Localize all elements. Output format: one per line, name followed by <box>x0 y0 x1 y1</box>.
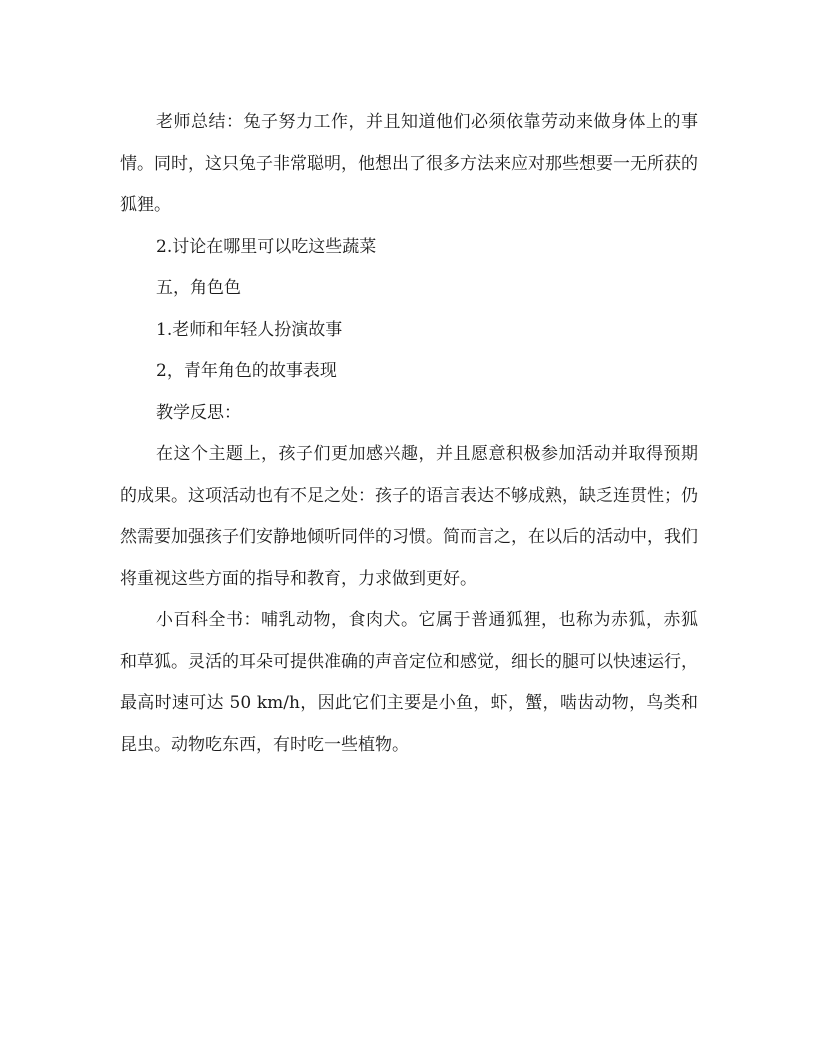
paragraph-discussion-item: 2.讨论在哪里可以吃这些蔬菜 <box>156 236 377 257</box>
paragraph-section-heading: 五，角色色 <box>156 278 241 298</box>
paragraph-teacher-summary: 老师总结：兔子努力工作，并且知道他们必须依靠劳动来做身体上的事情。同时，这只兔子非常聪明，他想出了很多方法来应对那些想要一无所获的狐狸。 <box>120 112 698 215</box>
paragraph-encyclopedia: 小百科全书：哺乳动物，食肉犬。它属于普通狐狸，也称为赤狐，赤狐和草狐。灵活的耳朵可提供准确的声音定位和感觉，细长的腿可以快速运行，最高时速可达 50 km/h，因此它们主要是小鱼，虾，蟹，啮齿动物，鸟类和昆虫。动物吃东西，有时吃一些植物。 <box>120 610 698 755</box>
paragraph-roleplay-item-2: 2，青年角色的故事表现 <box>156 361 337 381</box>
paragraph-reflection-body: 在这个主题上，孩子们更加感兴趣，并且愿意积极参加活动并取得预期的成果。这项活动也有不足之处：孩子的语言表达不够成熟，缺乏连贯性；仍然需要加强孩子们安静地倾听同伴的习惯。简而言之，在以后的活动中，我们将重视这些方面的指导和教育，力求做到更好。 <box>120 444 698 589</box>
document-body <box>120 102 698 766</box>
paragraph-roleplay-item-1: 1.老师和年轻人扮演故事 <box>156 319 343 340</box>
paragraph-reflection-heading: 教学反思： <box>156 402 241 423</box>
